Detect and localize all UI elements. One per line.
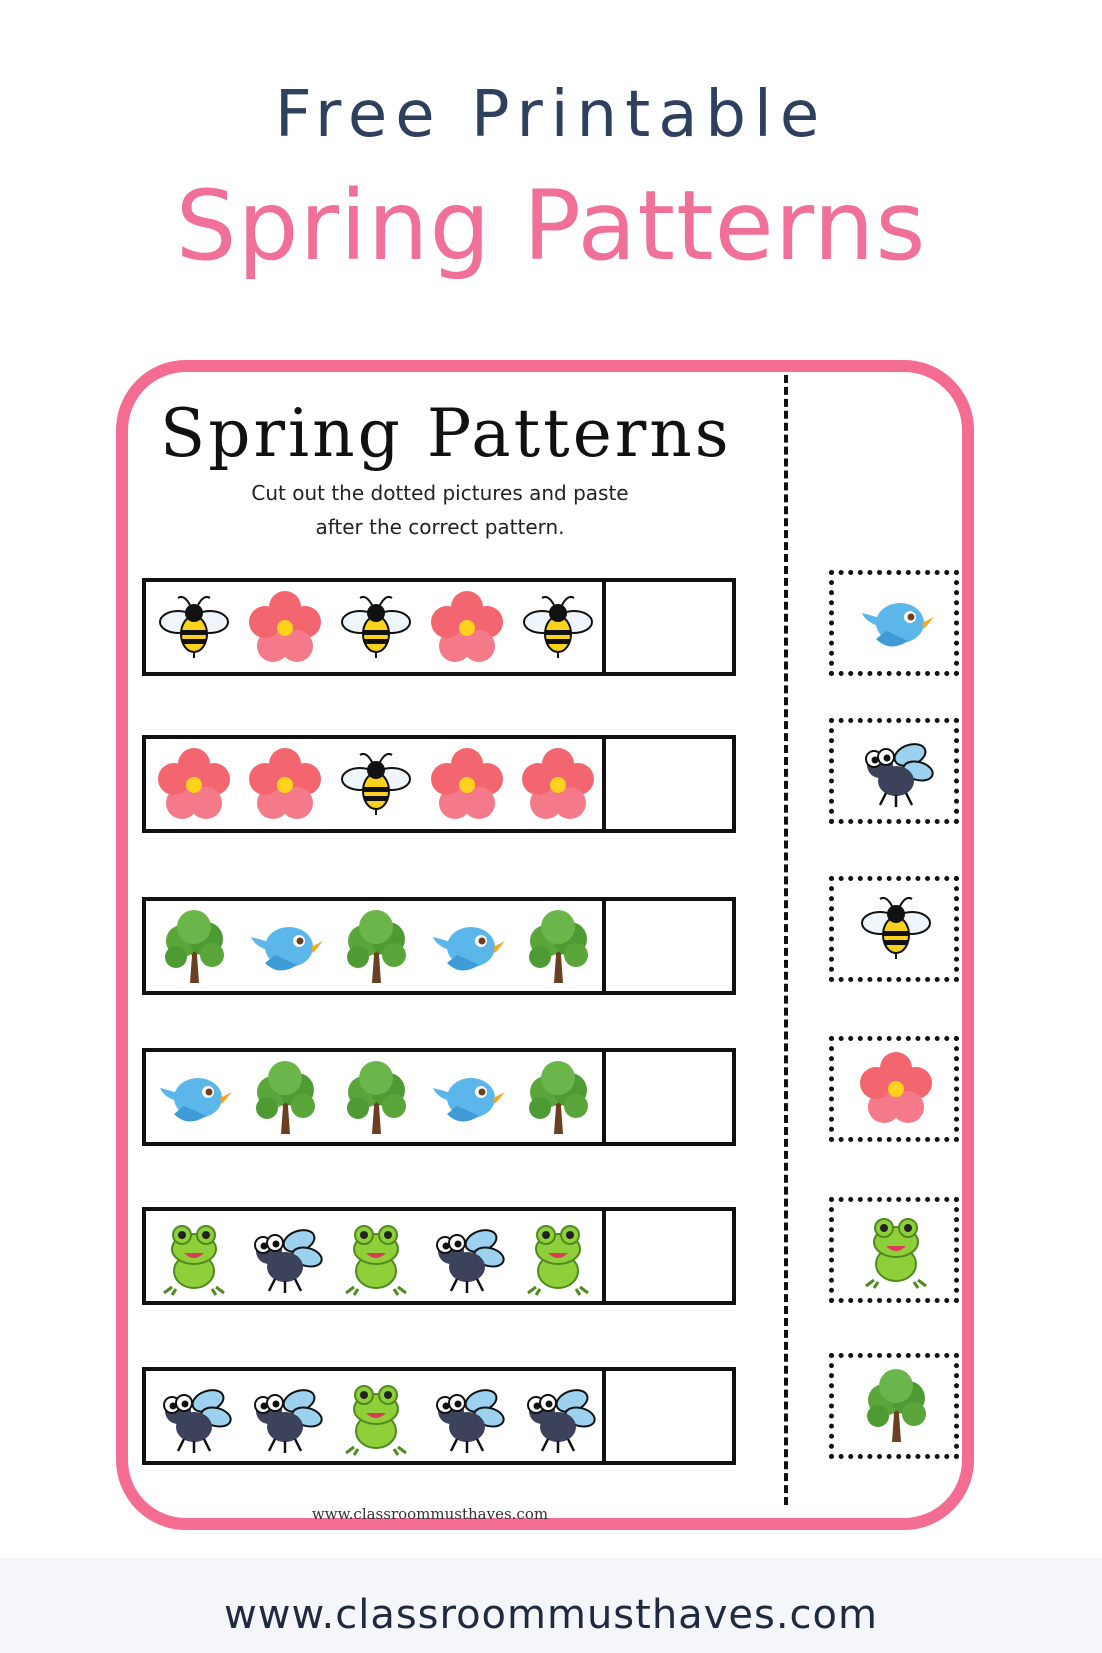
answer-box[interactable] (602, 578, 732, 676)
tree-icon (336, 907, 416, 987)
pattern-row (142, 735, 736, 833)
pattern-row (142, 1048, 736, 1146)
tree-icon (245, 1058, 325, 1138)
bird-icon (427, 1058, 507, 1138)
pattern-row (142, 1367, 736, 1465)
footer-url[interactable]: www.classroommusthaves.com (224, 1592, 878, 1638)
instructions-line-2: after the correct pattern. (315, 515, 565, 539)
flower-icon (245, 588, 325, 668)
tree-icon (518, 1058, 598, 1138)
cutout-card[interactable] (829, 1353, 959, 1459)
worksheet-title: Spring Patterns (160, 395, 732, 472)
tree-icon (856, 1366, 936, 1446)
cut-line (784, 375, 788, 1505)
fly-icon (154, 1377, 234, 1457)
pattern-row (142, 1207, 736, 1305)
frog-icon (154, 1217, 234, 1297)
bee-icon (336, 745, 416, 825)
fly-icon (245, 1217, 325, 1297)
cutout-card[interactable] (829, 570, 959, 676)
cutout-card[interactable] (829, 1197, 959, 1303)
frog-icon (336, 1377, 416, 1457)
pattern-row (142, 578, 736, 676)
answer-box[interactable] (602, 1207, 732, 1305)
bird-icon (154, 1058, 234, 1138)
pin-header (0, 0, 1102, 300)
answer-box[interactable] (602, 1048, 732, 1146)
answer-box[interactable] (602, 735, 732, 833)
tree-icon (518, 907, 598, 987)
bee-icon (518, 588, 598, 668)
fly-icon (518, 1377, 598, 1457)
bee-icon (856, 889, 936, 969)
bee-icon (336, 588, 416, 668)
bird-icon (427, 907, 507, 987)
flower-icon (154, 745, 234, 825)
flower-icon (856, 1049, 936, 1129)
flower-icon (427, 588, 507, 668)
tree-icon (336, 1058, 416, 1138)
bird-icon (245, 907, 325, 987)
answer-box[interactable] (602, 1367, 732, 1465)
header-subtitle: Free Printable (274, 78, 828, 152)
frog-icon (518, 1217, 598, 1297)
bee-icon (154, 588, 234, 668)
bird-icon (856, 583, 936, 663)
instructions-line-1: Cut out the dotted pictures and paste (251, 481, 629, 505)
worksheet-url: www.classroommusthaves.com (311, 1505, 549, 1521)
flower-icon (427, 745, 507, 825)
cutout-card[interactable] (829, 876, 959, 982)
frog-icon (336, 1217, 416, 1297)
flower-icon (518, 745, 598, 825)
header-title: Spring Patterns (175, 170, 927, 282)
fly-icon (245, 1377, 325, 1457)
cutout-card[interactable] (829, 1036, 959, 1142)
tree-icon (154, 907, 234, 987)
fly-icon (427, 1377, 507, 1457)
fly-icon (856, 731, 936, 811)
fly-icon (427, 1217, 507, 1297)
pattern-row (142, 897, 736, 995)
answer-box[interactable] (602, 897, 732, 995)
flower-icon (245, 745, 325, 825)
worksheet-instructions (200, 476, 680, 544)
cutout-card[interactable] (829, 718, 959, 824)
frog-icon (856, 1210, 936, 1290)
